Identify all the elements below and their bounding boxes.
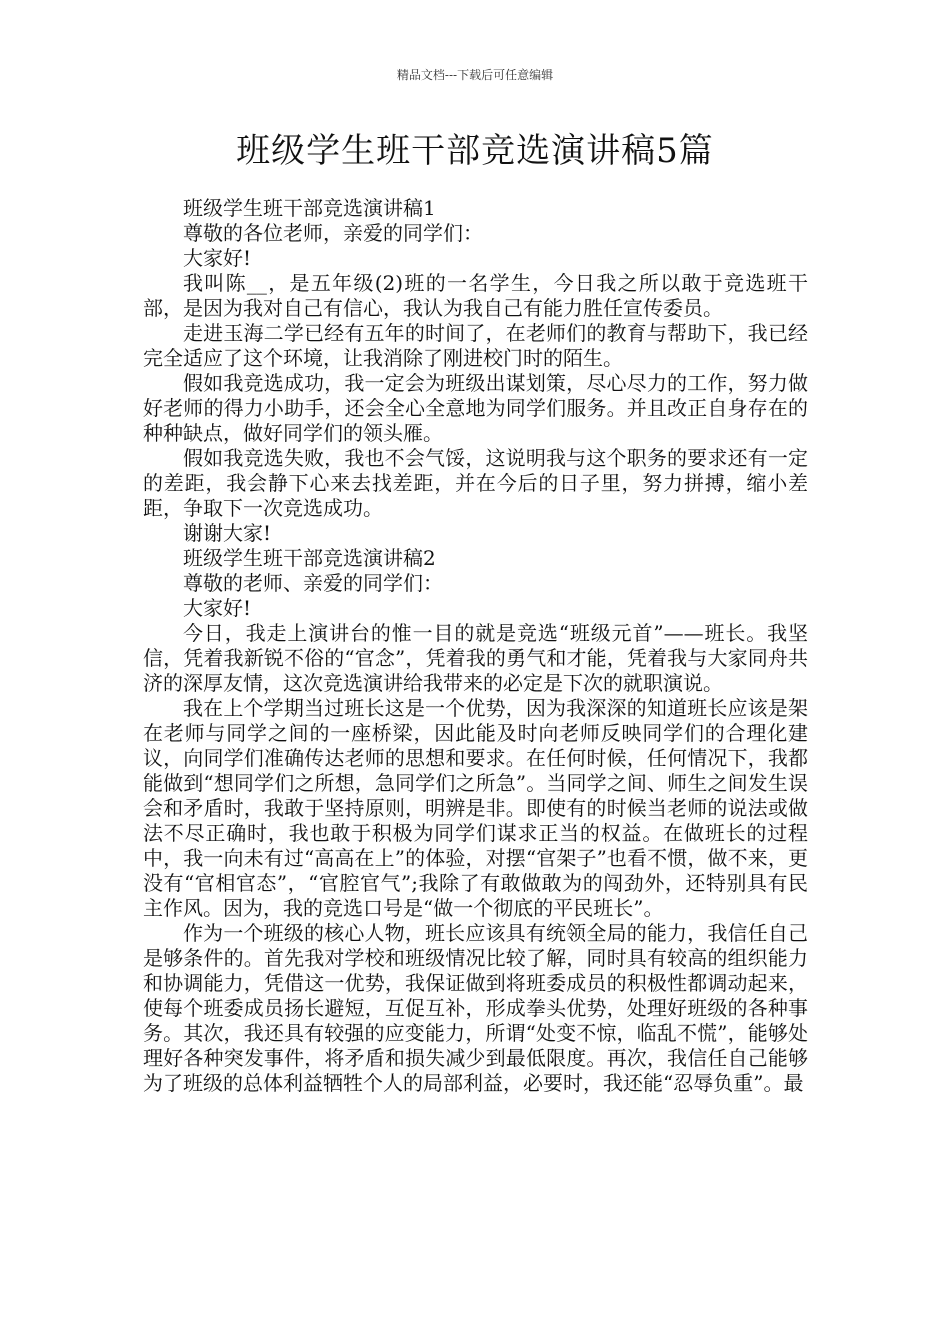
document-title: 班级学生班干部竞选演讲稿5篇 [236, 131, 714, 171]
paragraph: 今日，我走上演讲台的惟一目的就是竞选“班级元首”——班长。我坚信，凭着我新锐不俗的“官念”，凭着我的勇气和才能，凭着我与大家同舟共济的深厚友情，这次竞选演讲给我带来的必定是下次的就职演说。 [143, 621, 808, 695]
paragraph: 走进玉海二学已经有五年的时间了，在老师们的教育与帮助下，我已经完全适应了这个环境，让我消除了刚进校门时的陌生。 [143, 321, 808, 370]
paragraph: 我在上个学期当过班长这是一个优势，因为我深深的知道班长应该是架在老师与同学之间的一座桥梁，因此能及时向老师反映同学们的合理化建议，向同学们准确传达老师的思想和要求。在任何时候，任何情况下，我都能做到“想同学们之所想，急同学们之所急”。当同学之间、师生之间发生误会和矛盾时，我敢于坚持原则，明辨是非。即使有的时候当老师的说法或做法不尽正确时，我也敢于积极为同学们谋求正当的权益。在做班长的过程中，我一向未有过“高高在上”的体验，对摆“官架子”也看不惯，做不来，更没有“官相官态”，“官腔官气”;我除了有敢做敢为的闯劲外，还特别具有民主作风。因为，我的竞选口号是“做一个彻底的平民班长”。 [143, 696, 808, 920]
document-body [143, 196, 808, 1096]
paragraph: 谢谢大家! [183, 521, 272, 545]
paragraph: 假如我竞选失败，我也不会气馁，这说明我与这个职务的要求还有一定的差距，我会静下心来去找差距，并在今后的日子里，努力拼搏，缩小差距，争取下一次竞选成功。 [143, 446, 808, 520]
page-header: 精品文档---下载后可任意编辑 [396, 68, 554, 82]
paragraph: 班级学生班干部竞选演讲稿1 [183, 196, 436, 220]
paragraph: 尊敬的老师、亲爱的同学们： [183, 571, 443, 595]
paragraph: 我叫陈__，是五年级(2)班的一名学生，今日我之所以敢于竞选班干部，是因为我对自己有信心，我认为我自己有能力胜任宣传委员。 [143, 271, 808, 320]
paragraph: 作为一个班级的核心人物，班长应该具有统领全局的能力，我信任自己是够条件的。首先我对学校和班级情况比较了解，同时具有较高的组织能力和协调能力，凭借这一优势，我保证做到将班委成员的积极性都调动起来，使每个班委成员扬长避短，互促互补，形成拳头优势，处理好班级的各种事务。其次，我还具有较强的应变能力，所谓“处变不惊，临乱不慌”，能够处理好各种突发事件，将矛盾和损失减少到最低限度。再次，我信任自己能够为了班级的总体利益牺牲个人的局部利益，必要时，我还能“忍辱负重”。最 [143, 921, 808, 1095]
paragraph: 尊敬的各位老师，亲爱的同学们： [183, 221, 483, 245]
paragraph: 假如我竞选成功，我一定会为班级出谋划策，尽心尽力的工作，努力做好老师的得力小助手，还会全心全意地为同学们服务。并且改正自身存在的种种缺点，做好同学们的领头雁。 [143, 371, 808, 445]
paragraph: 大家好! [183, 596, 252, 620]
paragraph: 班级学生班干部竞选演讲稿2 [183, 546, 436, 570]
paragraph: 大家好! [183, 246, 252, 270]
